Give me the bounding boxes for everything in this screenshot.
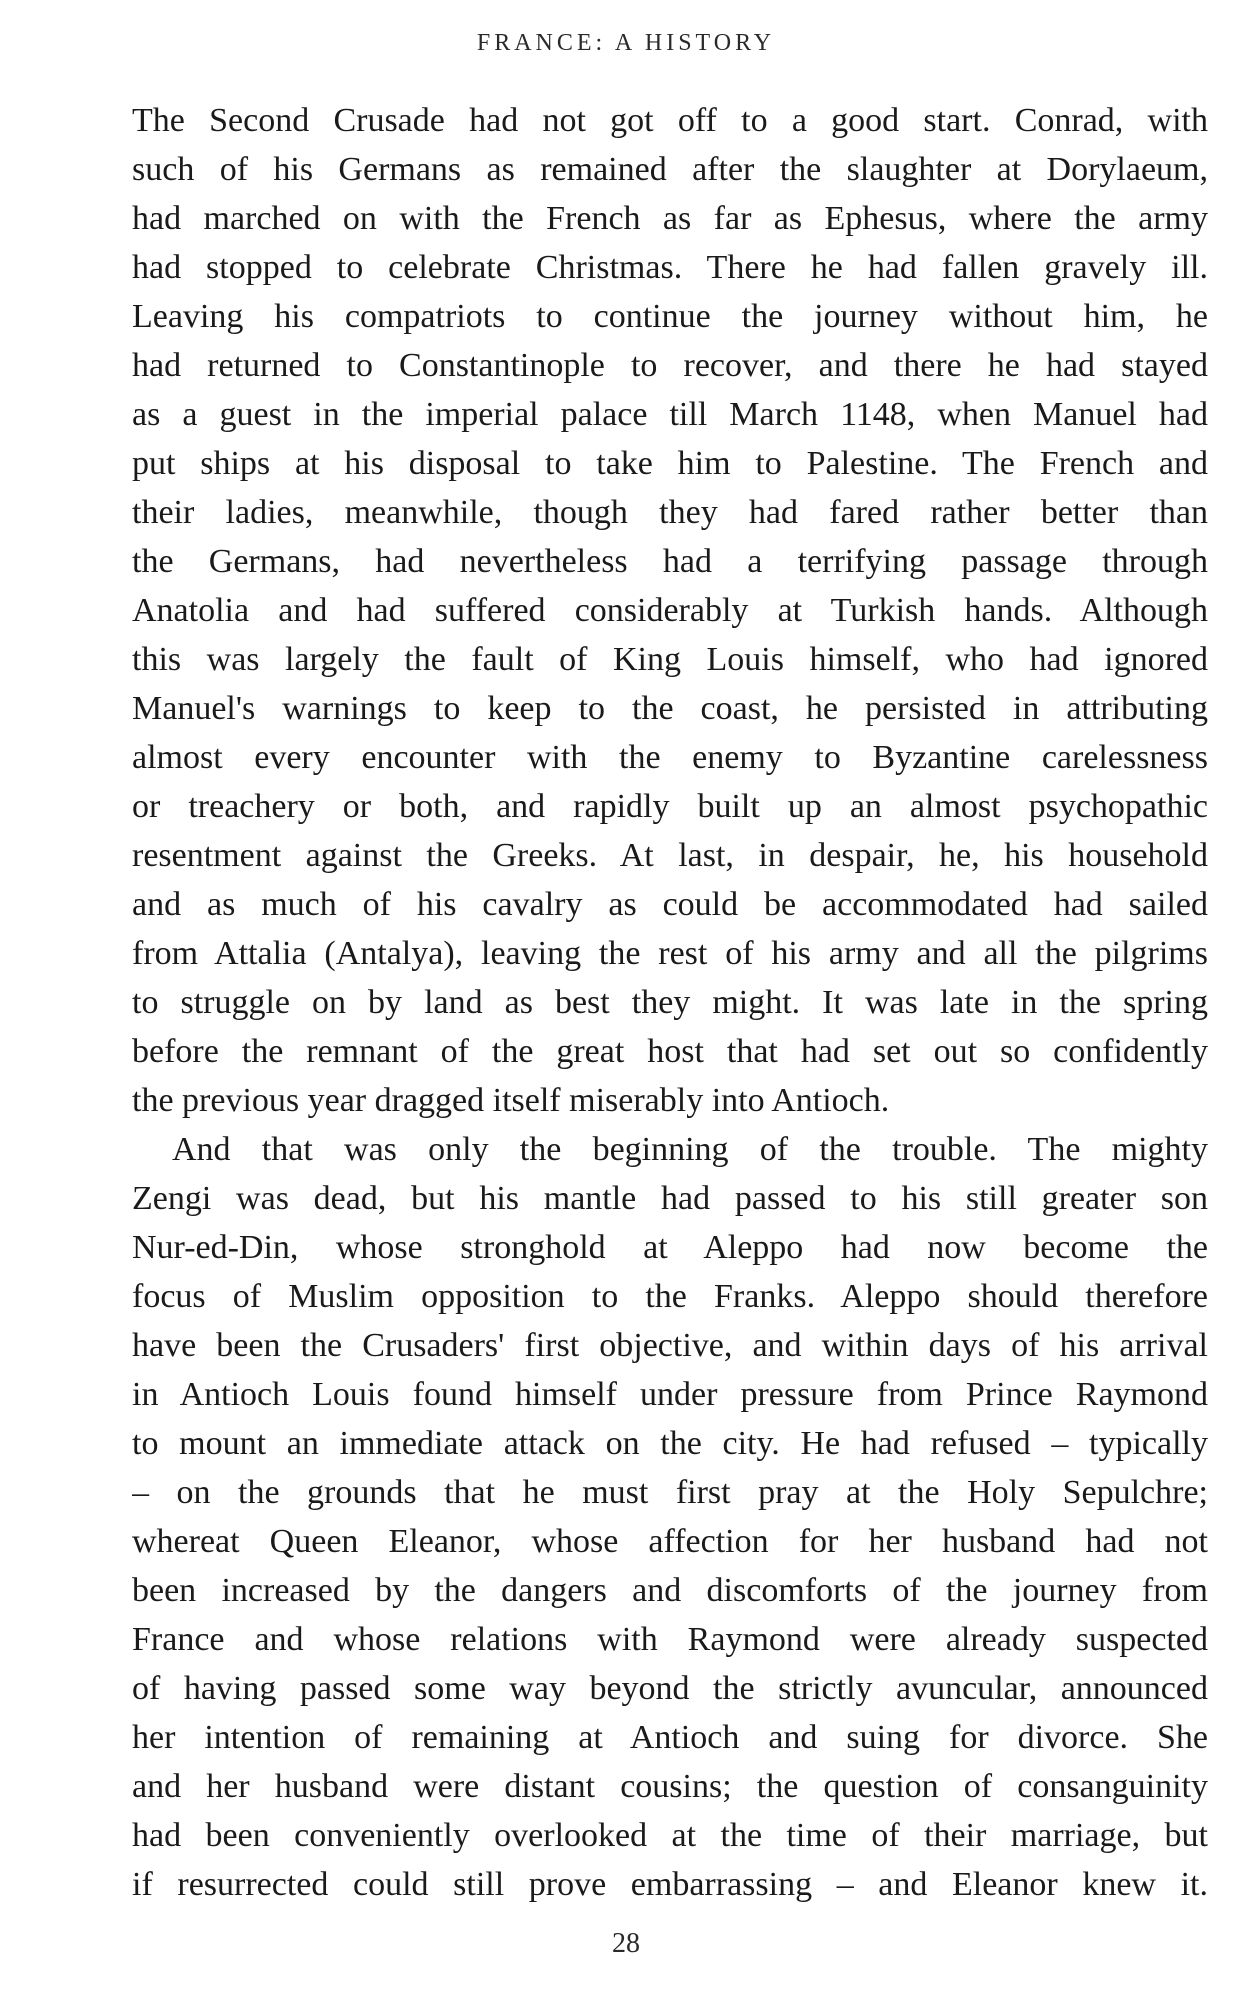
body-text (132, 96, 1208, 1909)
text-line: and as much of his cavalry as could be accommodated had sailed (132, 886, 1208, 923)
text-line: her intention of remaining at Antioch and suing for divorce. She (132, 1719, 1208, 1756)
text-line: focus of Muslim opposition to the Franks. Aleppo should therefore (132, 1278, 1208, 1315)
text-line: France and whose relations with Raymond were already suspected (132, 1621, 1208, 1658)
text-line: if resurrected could still prove embarrassing – and Eleanor knew it. (132, 1866, 1208, 1903)
text-line: in Antioch Louis found himself under pressure from Prince Raymond (132, 1376, 1208, 1413)
page-number: 28 (612, 1928, 640, 1959)
text-line: the Germans, had nevertheless had a terrifying passage through (132, 543, 1208, 580)
text-line: been increased by the dangers and discomforts of the journey from (132, 1572, 1208, 1609)
text-line: resentment against the Greeks. At last, in despair, he, his household (132, 837, 1208, 874)
text-line: Anatolia and had suffered considerably at Turkish hands. Although (132, 592, 1208, 629)
text-line: whereat Queen Eleanor, whose affection for her husband had not (132, 1523, 1208, 1560)
text-line: before the remnant of the great host that had set out so confidently (132, 1033, 1208, 1070)
text-line: had been conveniently overlooked at the time of their marriage, but (132, 1817, 1208, 1854)
text-line: or treachery or both, and rapidly built up an almost psychopathic (132, 788, 1208, 825)
text-line: had marched on with the French as far as Ephesus, where the army (132, 200, 1208, 237)
paragraph (132, 1125, 1208, 1909)
text-line: and her husband were distant cousins; the question of consanguinity (132, 1768, 1208, 1805)
text-line: Zengi was dead, but his mantle had passed to his still greater son (132, 1180, 1208, 1217)
text-line: this was largely the fault of King Louis himself, who had ignored (132, 641, 1208, 678)
running-head: FRANCE: A HISTORY (476, 30, 776, 56)
text-line: as a guest in the imperial palace till March 1148, when Manuel had (132, 396, 1208, 433)
text-line: of having passed some way beyond the strictly avuncular, announced (132, 1670, 1208, 1707)
text-line: – on the grounds that he must first pray at the Holy Sepulchre; (132, 1474, 1208, 1511)
text-line: the previous year dragged itself miserably into Antioch. (132, 1082, 890, 1119)
text-line: Nur-ed-Din, whose stronghold at Aleppo had now become the (132, 1229, 1208, 1266)
paragraph (132, 96, 1208, 1125)
text-line: have been the Crusaders' first objective, and within days of his arrival (132, 1327, 1208, 1364)
text-line: had stopped to celebrate Christmas. There he had fallen gravely ill. (132, 249, 1208, 286)
text-line: to mount an immediate attack on the city. He had refused – typically (132, 1425, 1208, 1462)
text-line: had returned to Constantinople to recover, and there he had stayed (132, 347, 1208, 384)
text-line: almost every encounter with the enemy to Byzantine carelessness (132, 739, 1208, 776)
text-line: And that was only the beginning of the trouble. The mighty (172, 1131, 1208, 1168)
text-line: Manuel's warnings to keep to the coast, he persisted in attributing (132, 690, 1208, 727)
text-line: their ladies, meanwhile, though they had fared rather better than (132, 494, 1208, 531)
text-line: to struggle on by land as best they might. It was late in the spring (132, 984, 1208, 1021)
text-line: put ships at his disposal to take him to Palestine. The French and (132, 445, 1208, 482)
text-line: from Attalia (Antalya), leaving the rest of his army and all the pilgrims (132, 935, 1208, 972)
text-line: Leaving his compatriots to continue the journey without him, he (132, 298, 1208, 335)
text-line: such of his Germans as remained after the slaughter at Dorylaeum, (132, 151, 1208, 188)
text-line: The Second Crusade had not got off to a good start. Conrad, with (132, 102, 1208, 139)
